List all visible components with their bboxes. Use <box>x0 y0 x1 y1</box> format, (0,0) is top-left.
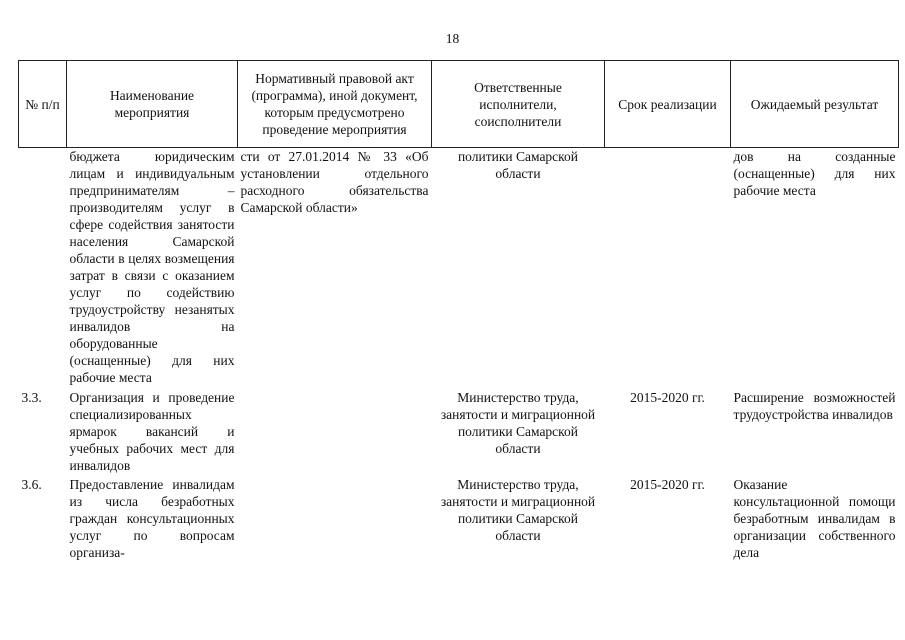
cell-name: Предоставление инвалидам из числа безработных граждан консультационных услуг по вопросам организа- <box>69 477 235 560</box>
table-row <box>19 148 899 387</box>
cell-responsible: Министерство труда, занятости и миграционной политики Самарской области <box>440 477 596 543</box>
cell-name: Организация и проведение специализированных ярмарок вакансий и учебных рабочих мест для инвалидов <box>69 390 235 473</box>
cell-result: Расширение возможностей трудоустройства инвалидов <box>733 390 896 422</box>
header-row <box>19 61 899 148</box>
header-num: № п/п <box>19 61 67 148</box>
header-term: Срок реализации <box>605 61 731 148</box>
cell-result: Оказание консультационной помощи безработным инвалидам в организации собственного дела <box>733 477 896 560</box>
cell-term: 2015-2020 гг. <box>630 390 705 405</box>
page-number: 18 <box>445 31 460 46</box>
header-result: Ожидаемый результат <box>731 61 899 148</box>
cell-num <box>19 148 67 387</box>
table-row <box>19 386 899 474</box>
cell-name: бюджета юридическим лицам и индивидуальным предпринимателям – производителям услуг в сфере содействия занятости населения Самарской области в целях возмещения затрат в связи с оказанием услуг по содействию трудоустройству незанятых инвалидов на оборудованные (оснащенные) для них рабочие места <box>69 149 235 385</box>
table-header <box>19 61 899 148</box>
cell-responsible: политики Самарской области <box>457 149 579 181</box>
cell-result: дов на созданные (оснащенные) для них рабочие места <box>733 149 896 198</box>
cell-responsible: Министерство труда, занятости и миграционной политики Самарской области <box>440 390 596 456</box>
header-name: Наименование мероприятия <box>67 61 238 148</box>
table-row <box>19 474 899 561</box>
table-body <box>19 148 899 562</box>
cell-act: сти от 27.01.2014 № 33 «Об установлении отдельного расходного обязательства Самарской области» <box>240 149 429 215</box>
measures-table <box>18 60 899 561</box>
header-act: Нормативный правовой акт (программа), иной документ, которым предусмотрено проведение мероприятия <box>238 61 432 148</box>
cell-num: 3.6. <box>21 477 42 492</box>
cell-act <box>238 474 432 561</box>
header-responsible: Ответственные исполнители, соисполнители <box>432 61 605 148</box>
cell-num: 3.3. <box>21 390 42 405</box>
cell-act <box>238 386 432 474</box>
cell-term <box>605 148 731 387</box>
cell-term: 2015-2020 гг. <box>630 477 705 492</box>
